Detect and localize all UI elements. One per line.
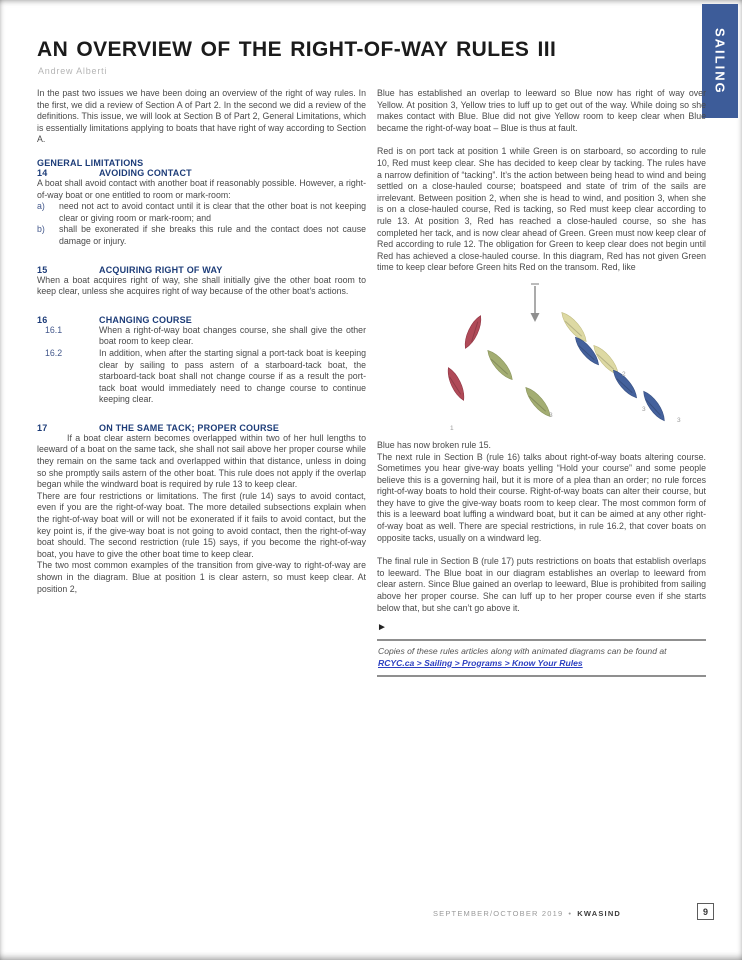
section-tab-sailing: SAILING — [702, 4, 738, 118]
intro-paragraph: In the past two issues we have been doing an overview of the right of way rules. In the first, we did a review of Section A of Part 2. In the second we did a review of the definitions. This issue, we will look at Section B of Part 2, General Limitations, which is essentially limitations applying to boats that have right of way according to Section A. — [37, 88, 366, 145]
position-label: 3 — [677, 416, 681, 424]
rule-17-title: ON THE SAME TACK; PROPER COURSE — [99, 422, 280, 433]
rule-16-2-label: 16.2 — [45, 347, 63, 358]
rule-14-number: 14 — [37, 167, 48, 178]
rule-16-commentary: The next rule in Section B (rule 16) talks about right-of-way boats altering course. Sometimes you hear give-way boats yelling “Hold your course” and some people believe this is a governing hail, but it is more of a plea than an order; no rule forces right-of-way boats to hold their course. Right-of-way boats can alter their course, but they have to give the give-way boats room to keep clear. The most common form of this is a leeward boat luffing a windward boat, but it can be aimed at any other right-of-way boat as well. There are special restrictions, in rule 16.2, that cover boats on opposite tacks, usually on a windward leg. — [377, 451, 706, 543]
column-right — [377, 88, 706, 677]
end-of-article-marker: ► — [377, 622, 387, 634]
position-label: 3 — [642, 405, 646, 413]
rule-16-1-text: When a right-of-way boat changes course, she shall give the other boat room to keep clear. — [99, 324, 366, 347]
commentary-paragraph-1: There are four restrictions or limitations. The first (rule 14) says to avoid contact, even if you are the right-of-way boat. The more detailed subsections explain when the right-of-way boat will or will not be exonerated if it fails to avoid contact, but the key point is, if the give-way boat is not going to avoid contact, then the right-of-way boat should. The second restriction (rule 15) says, if you become the right-of-way boat, you have to give the other boat time to keep clear. — [37, 490, 366, 559]
page-number: 9 — [697, 903, 714, 920]
section-heading: GENERAL LIMITATIONS — [37, 157, 144, 168]
right-of-way-diagram — [377, 280, 706, 438]
boats-layer — [444, 309, 668, 423]
wind-arrow-icon — [531, 284, 540, 322]
rule-14-body: A boat shall avoid contact with another boat if reasonably possible. However, a right-of-way boat or one entitled to room or mark-room: — [37, 177, 366, 200]
rule-14b-text: shall be exonerated if she breaks this rule and the contact does not cause damage or injury. — [59, 224, 366, 246]
rule-16-title: CHANGING COURSE — [99, 314, 193, 325]
rule-14a-label: a) — [37, 201, 45, 212]
commentary-paragraph-2: The two most common examples of the transition from give-way to right-of-way are shown in the diagram. Blue at position 1 is clear astern, so must keep clear. At position 2, — [37, 560, 366, 594]
red-boat-pos1 — [444, 366, 468, 403]
after-diagram-line: Blue has now broken rule 15. — [377, 439, 491, 450]
rule-14b-label: b) — [37, 224, 45, 235]
right-paragraph-2: Red is on port tack at position 1 while Green is on starboard, so according to rule 10, Red must keep clear. She has decided to keep clear by tacking. The rules have a narrow definition of “tacking”. It’s the action between being head to wind and being settled on a close-hauled course; boatspeed and state of trim of the sails are irrelevant. Between position 2, when she is head to wind, and position 3, when she is on a close-hauled course, Red is tacking, so Red must keep clear according to rule 13. At position 3, Red has reached a close-hauled course, so she has completed her tack, and is now clear ahead of Green. Green must now keep clear of Red according to rule 12. The obligation for Green to keep clear does not begin until Red has achieved a close-hauled course. In this diagram, Red has not given Green time to keep clear before Green hits Red on the transom. Red, like — [377, 146, 706, 273]
note-text: Copies of these rules articles along with animated diagrams can be found at — [378, 646, 667, 657]
rule-17-body: If a boat clear astern becomes overlapped within two of her hull lengths to leeward of a boat on the same tack, she shall not sail above her proper course while they remain on the same tack and overlapped within that distance, unless in doing so she promptly sails astern of the other boat. This rule does not apply if the overlap began while the windward boat is required by rule 13 to keep clear. — [37, 432, 366, 490]
position-label: 2 — [622, 370, 626, 378]
byline: Andrew Alberti — [38, 66, 108, 76]
footer-bullet: • — [568, 909, 573, 918]
rule-14a-text: need not act to avoid contact until it is clear that the other boat is not keeping clear or giving room or mark-room; and — [59, 201, 366, 223]
rule-15-title: ACQUIRING RIGHT OF WAY — [99, 264, 223, 275]
rule-14-title: AVOIDING CONTACT — [99, 167, 192, 178]
rule-15-number: 15 — [37, 264, 48, 275]
rule-16-2-text: In addition, when after the starting signal a port-tack boat is keeping clear by sailing to pass astern of a starboard-tack boat, the starboard-tack boat shall not change course if as a result the port-tack boat would immediately need to change course to continue keeping clear. — [99, 347, 366, 405]
page-footer — [377, 909, 677, 918]
rule-15-body: When a boat acquires right of way, she shall initially give the other boat room to keep clear, unless she acquires right of way because of the other boat’s actions. — [37, 274, 366, 297]
rule-16-number: 16 — [37, 314, 48, 325]
rule-14 — [37, 168, 366, 248]
page-title: AN OVERVIEW OF THE RIGHT-OF-WAY RULES III — [37, 38, 557, 61]
red-boat-pos2 — [461, 314, 485, 351]
rule-17-number: 17 — [37, 422, 48, 433]
rule-16 — [37, 315, 366, 406]
column-left — [37, 88, 366, 595]
rule-16-1-label: 16.1 — [45, 324, 63, 335]
yellow-boat-pos1 — [558, 309, 590, 344]
rule-15 — [37, 265, 366, 298]
position-label: 3 — [549, 411, 553, 419]
footer-issue: SEPTEMBER/OCTOBER 2019 — [432, 909, 564, 918]
rules-diagram-svg — [377, 280, 706, 438]
rules-archive-note — [377, 639, 706, 677]
position-label: 1 — [450, 424, 454, 432]
rules-archive-link[interactable]: RCYC.ca > Sailing > Programs > Know Your Rules — [378, 657, 583, 668]
green-boat-pos1 — [484, 347, 516, 382]
right-paragraph-1: Blue has established an overlap to leeward so Blue now has right of way over Yellow. At position 3, Yellow tries to luff up to get out of the way. While doing so she makes contact with Blue. Blue did not give Yellow room to keep clear when Blue became the right-of-way boat – Blue is thus at fault. — [377, 88, 706, 133]
rule-17-commentary: The final rule in Section B (rule 17) puts restrictions on boats that establish overlaps to leeward. The Blue boat in our diagram establishes an overlap to leeward from clear astern. Since Blue gained an overlap to leeward, Blue is prohibited from sailing above her proper course. She can luff up to her proper course even if she starts below that, but she can’t go above it. — [377, 556, 706, 613]
footer-magazine-name: KWASIND — [577, 909, 622, 918]
rule-17 — [37, 423, 366, 491]
